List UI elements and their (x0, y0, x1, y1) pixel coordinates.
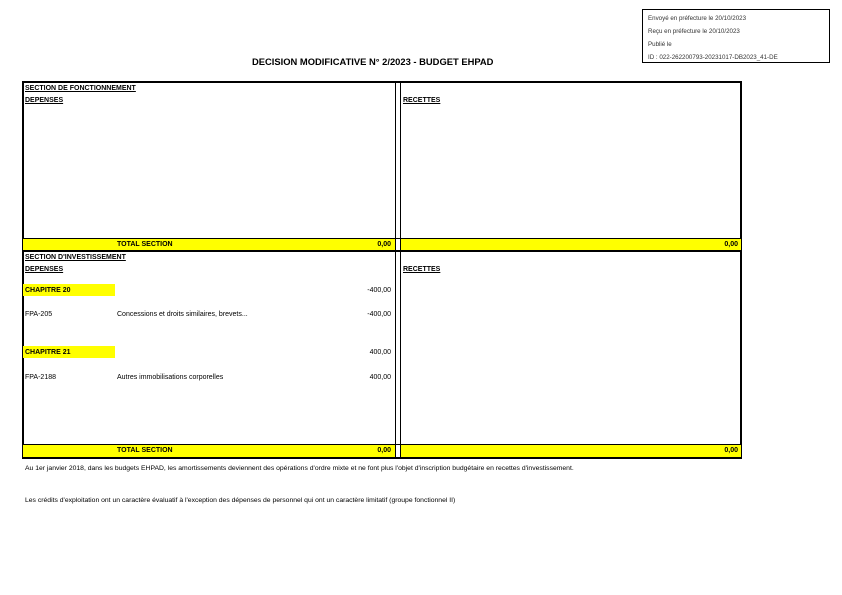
stamp-sent: Envoyé en préfecture le 20/10/2023 (648, 15, 747, 22)
section-investissement-label: SECTION D'INVESTISSEMENT (25, 254, 126, 261)
column-divider-left (395, 82, 396, 458)
invest-total-top-line (23, 444, 741, 445)
fonct-recettes-label: RECETTES (403, 97, 441, 104)
invest-recettes-label: RECETTES (403, 266, 441, 273)
line2-amount: 400,00 (369, 374, 391, 381)
section-separator (23, 250, 741, 252)
line1-description: Concessions et droits similaires, brevets... (117, 311, 248, 318)
fonct-total-depenses: 0,00 (377, 241, 391, 248)
fonct-total-recettes: 0,00 (724, 241, 738, 248)
line2-code: FPA-2188 (25, 374, 56, 381)
chapitre20-amount: -400,00 (367, 287, 391, 294)
stamp-published: Publié le (648, 41, 672, 48)
chapitre21-label: CHAPITRE 21 (25, 349, 71, 356)
note-credits-exploitation: Les crédits d'exploitation ont un caractère évaluatif à l'exception des dépenses de personnel qui ont un caractère limitatif (groupe fonctionnel II) (25, 497, 456, 504)
invest-total-recettes: 0,00 (724, 447, 738, 454)
fonct-depenses-label: DEPENSES (25, 97, 64, 104)
fonct-total-top-line (23, 238, 741, 239)
budget-table (22, 81, 742, 459)
column-divider-right (400, 82, 401, 458)
stamp-received: Reçu en préfecture le 20/10/2023 (648, 28, 740, 35)
stamp-id: ID : 022-262200793-20231017-DB2023_41-DE (648, 54, 778, 61)
line1-code: FPA-205 (25, 311, 53, 318)
invest-depenses-label: DEPENSES (25, 266, 64, 273)
note-amortissements: Au 1er janvier 2018, dans les budgets EHPAD, les amortissements deviennent des opérations d'ordre mixte et ne font plus l'objet d'inscription budgétaire en recettes d'investissement. (25, 465, 574, 472)
fonct-total-label: TOTAL SECTION (117, 241, 173, 248)
transmission-stamp (642, 9, 830, 63)
line1-amount: -400,00 (367, 311, 391, 318)
chapitre20-label: CHAPITRE 20 (25, 287, 71, 294)
invest-total-depenses: 0,00 (377, 447, 391, 454)
section-fonctionnement-label: SECTION DE FONCTIONNEMENT (25, 85, 136, 92)
chapitre21-amount: 400,00 (369, 349, 391, 356)
page-title: DECISION MODIFICATIVE N° 2/2023 - BUDGET EHPAD (252, 56, 494, 67)
line2-description: Autres immobilisations corporelles (117, 374, 224, 381)
invest-total-label: TOTAL SECTION (117, 447, 173, 454)
